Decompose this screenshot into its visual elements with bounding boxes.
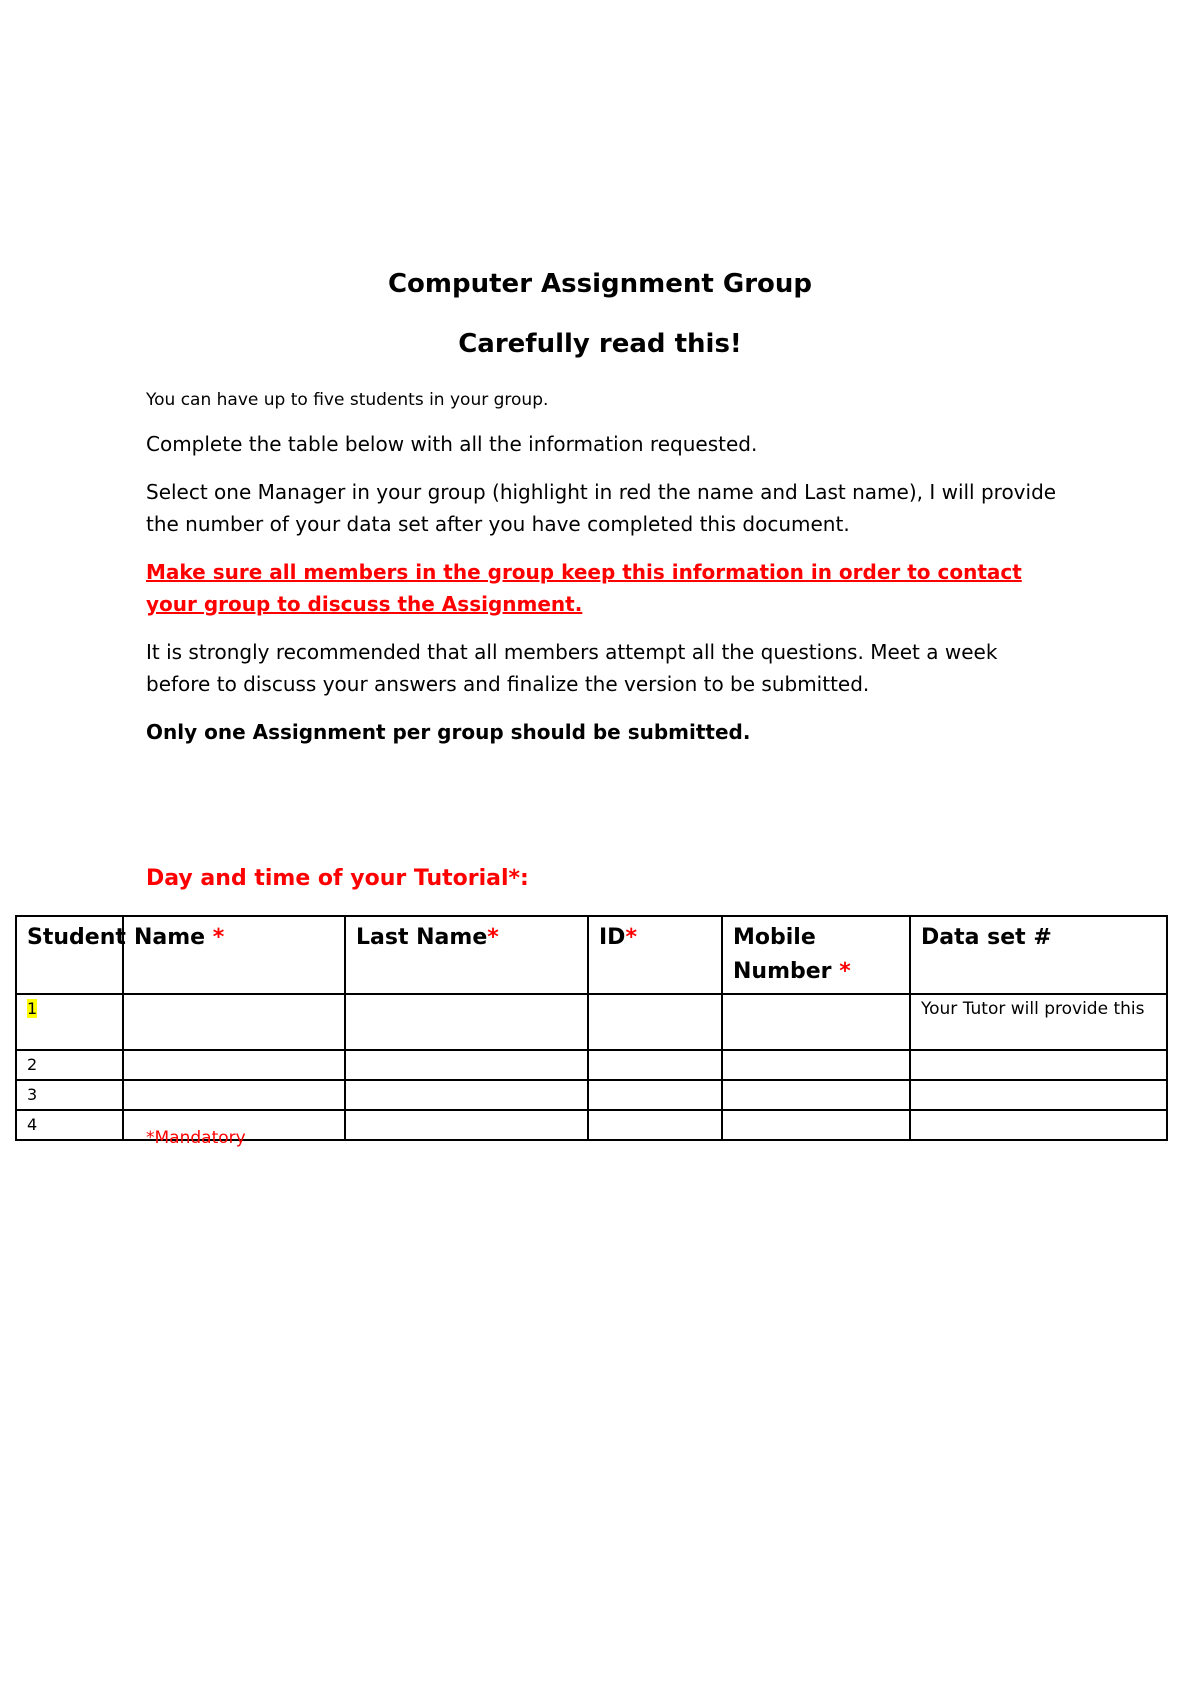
id-cell[interactable] [588,1050,722,1080]
tutorial-time-label: Day and time of your Tutorial*: [146,866,529,891]
required-asterisk: * [212,925,225,950]
student-header-label: Student [27,925,126,950]
instruction-group-size: You can have up to five students in your group. [146,390,549,410]
instruction-select-manager: Select one Manager in your group (highlight in red the name and Last name), I will provide the number of your data set after you have completed this document. [146,480,1057,536]
required-asterisk: * [487,925,499,950]
data-set-cell [910,1080,1167,1110]
data-set-header-label: Data set # [921,925,1052,950]
document-title: Computer Assignment Group [387,269,813,299]
column-header-name [123,916,345,994]
student-number-cell: 3 [16,1080,123,1110]
mobile-number-cell[interactable] [722,1110,910,1140]
instruction-attempt-questions: It is strongly recommended that all members attempt all the questions. Meet a week before to discuss your answers and finalize the version to be submitted. [146,640,998,696]
group-members-table [15,915,1168,1141]
last-name-cell[interactable] [345,1110,588,1140]
id-cell[interactable] [588,1080,722,1110]
mobile-number-cell[interactable] [722,1050,910,1080]
last-name-cell[interactable] [345,1050,588,1080]
document-subtitle: Carefully read this! [458,329,742,359]
instruction-keep-information: Make sure all members in the group keep this information in order to contact your group to discuss the Assignment. [146,560,1022,616]
name-cell[interactable] [123,1050,345,1080]
data-set-cell [910,1050,1167,1080]
data-set-cell [910,1110,1167,1140]
id-cell[interactable] [588,1110,722,1140]
student-number-cell: 2 [16,1050,123,1080]
mobile-header-label: Mobile Number [733,925,832,984]
mobile-number-cell[interactable] [722,1080,910,1110]
highlighted-student-number: 1 [27,999,38,1018]
required-asterisk: * [625,925,637,950]
table-row [16,1080,1167,1110]
instruction-one-submission: Only one Assignment per group should be submitted. [146,720,751,744]
last-name-header-label: Last Name [356,925,488,950]
mobile-number-cell[interactable] [722,994,910,1050]
id-header-label: ID [599,925,626,950]
column-header-data-set [910,916,1167,994]
student-number-cell: 4 [16,1110,123,1140]
tutor-note: Your Tutor will provide this [921,999,1145,1019]
last-name-cell[interactable] [345,994,588,1050]
student-number-cell [16,994,123,1050]
required-asterisk: * [839,959,851,984]
last-name-cell[interactable] [345,1080,588,1110]
name-cell[interactable] [123,1080,345,1110]
data-set-cell [910,994,1167,1050]
column-header-student [16,916,126,994]
table-row [16,994,1167,1050]
name-header-label: Name [134,925,206,950]
id-cell[interactable] [588,994,722,1050]
column-header-last-name [345,916,588,994]
instruction-complete-table: Complete the table below with all the information requested. [146,432,758,456]
column-header-mobile-number [722,916,910,994]
table-header-row [16,916,1167,994]
column-header-id [588,916,722,994]
name-cell[interactable] [123,994,345,1050]
mandatory-footnote: *Mandatory [146,1128,246,1148]
table-row [16,1050,1167,1080]
